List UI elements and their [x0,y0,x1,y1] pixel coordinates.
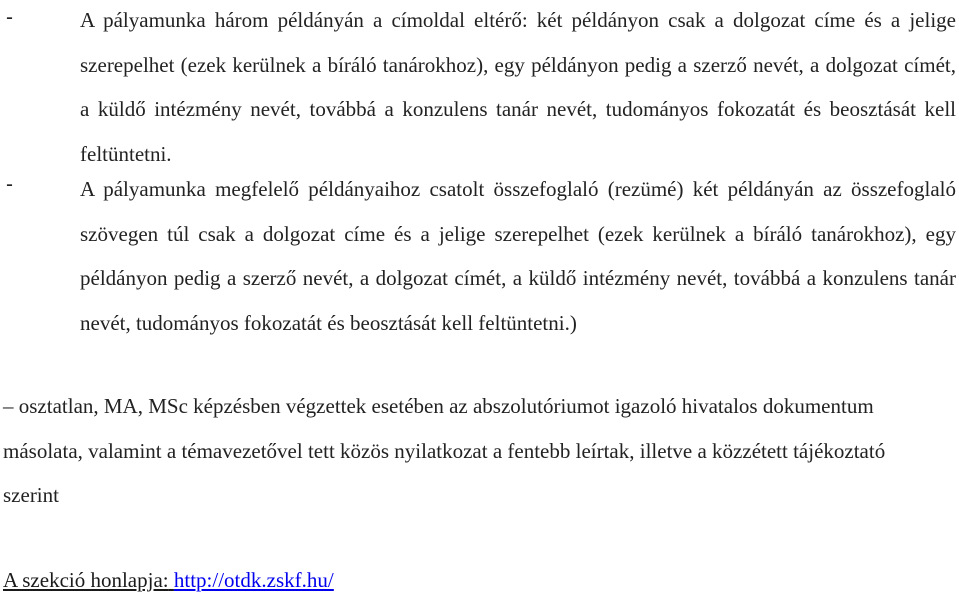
homepage-link[interactable]: http://otdk.zskf.hu/ [173,568,334,592]
section-homepage-line [3,560,334,600]
bullet-dash: - [6,6,13,29]
bullet-dash: - [6,173,13,196]
bullet-text: A pályamunka megfelelő példányaihoz csatolt összefoglaló (rezümé) két példányán az összefoglaló szövegen túl csak a dolgozat címe és a jelige szerepelhet (ezek kerülnek a bíráló tanárokhoz), egy példányon pedig a szerző nevét, a dolgozat címét, a küldő intézmény nevét, továbbá a konzulens tanár nevét, tudományos fokozatát és beosztását kell feltüntetni.) [80,177,956,335]
requirement-paragraph: – osztatlan, MA, MSc képzésben végzettek esetében az abszolutóriumot igazoló hivatalos dokumentum másolata, valamint a témavezetővel tett közös nyilatkozat a fentebb leírtak, illetve a közzétett tájékoztató szerint [3,394,886,507]
homepage-label: A szekció honlapja: [3,568,169,592]
bullet-text: A pályamunka három példányán a címoldal eltérő: két példányon csak a dolgozat címe és a jelige szerepelhet (ezek kerülnek a bíráló tanárokhoz), egy példányon pedig a szerző nevét, a dolgozat címét, a küldő intézmény nevét, továbbá a konzulens tanár nevét, tudományos fokozatát és beosztását kell feltüntetni. [80,8,956,166]
